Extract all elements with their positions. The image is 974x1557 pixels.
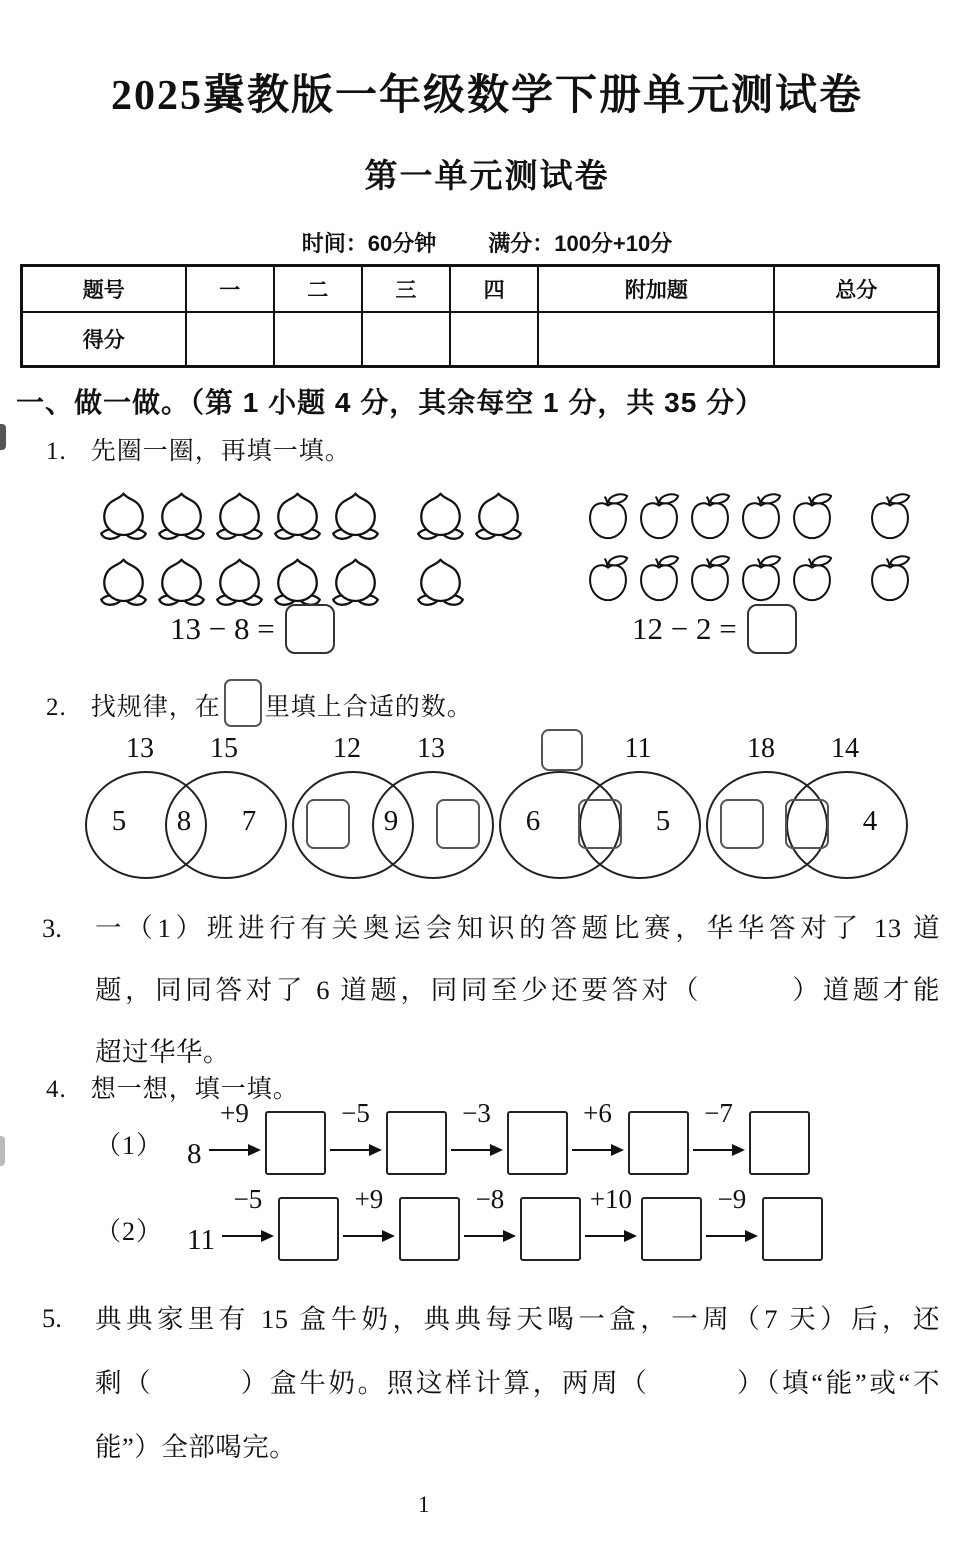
operation-label: −8	[475, 1184, 505, 1214]
answer-box	[747, 604, 797, 654]
answer-box	[628, 1111, 689, 1175]
question-4-text: 想一想，填一填。	[90, 1076, 299, 1103]
venn-sum-left: 18	[747, 733, 775, 764]
text-line: 超过华华。	[95, 1037, 230, 1067]
answer-box	[749, 1111, 810, 1175]
apple-icon	[634, 552, 684, 604]
number-chain	[95, 1184, 823, 1269]
answer-box	[224, 679, 262, 727]
venn-value: 9	[383, 805, 399, 837]
score-cell-empty	[450, 312, 538, 367]
venn-diagram	[499, 733, 699, 885]
q3-lines	[95, 897, 940, 1083]
venn-diagram	[706, 733, 906, 885]
chain-label: （2）	[95, 1216, 164, 1246]
question-2-text-after: 里填上合适的数。	[264, 694, 473, 721]
venn-value: 8	[176, 805, 192, 837]
scan-artifact	[0, 1136, 5, 1166]
peach-icon	[95, 488, 152, 543]
operation-label: −7	[704, 1098, 733, 1128]
operation-label: −5	[233, 1184, 263, 1214]
question-5	[42, 1287, 940, 1479]
question-4-number: 4.	[46, 1076, 67, 1103]
score-cell-empty	[774, 312, 938, 367]
equation-text: 13 − 8 =	[170, 611, 275, 646]
venn-value: 6	[525, 805, 541, 837]
answer-box	[436, 799, 480, 849]
venn-value: 5	[655, 805, 671, 837]
answer-box	[720, 799, 764, 849]
score-cell-empty	[274, 312, 362, 367]
operation-label: −9	[717, 1184, 747, 1214]
arrow-icon	[449, 1098, 505, 1173]
question-5-number: 5.	[42, 1303, 62, 1333]
venn-sum-right: 13	[417, 733, 445, 764]
arrow-icon	[328, 1098, 384, 1173]
score-table-header-cell: 总分	[774, 266, 938, 313]
peach-icon	[412, 554, 469, 609]
apple-icon	[736, 490, 786, 542]
score-cell-empty	[362, 312, 450, 367]
apple-icon	[634, 490, 684, 542]
score-table-score-row	[22, 312, 939, 367]
chain-label: （1）	[95, 1130, 164, 1160]
score-cell-empty	[186, 312, 274, 367]
unit-subtitle: 第一单元测试卷	[364, 157, 610, 194]
venn-diagram	[85, 733, 285, 885]
peach-icon	[153, 554, 210, 609]
peach-icon	[211, 554, 268, 609]
chain-start-number: 8	[187, 1137, 202, 1170]
score-table-header-cell: 三	[362, 266, 450, 313]
answer-box	[386, 1111, 447, 1175]
answer-box	[306, 799, 350, 849]
answer-box	[285, 604, 335, 654]
question-3	[42, 897, 940, 1083]
venn-value: 5	[111, 805, 127, 837]
apple-icon	[583, 490, 633, 542]
question-3-number: 3.	[42, 913, 62, 943]
equation-text: 12 − 2 =	[632, 611, 737, 646]
arrow-icon	[462, 1184, 518, 1259]
answer-box	[641, 1197, 702, 1261]
fruit-row	[583, 542, 916, 604]
answer-box	[399, 1197, 460, 1261]
question-1-text: 先圈一圈，再填一填。	[90, 438, 351, 465]
peach-icon	[327, 488, 384, 543]
peach-icon	[211, 488, 268, 543]
question-2-number: 2.	[46, 694, 67, 721]
score-table-header-cell: 题号	[22, 266, 186, 313]
apple-icon	[685, 552, 735, 604]
text-line: 剩（ ）盒牛奶。照这样计算，两周（ ）（填“能”或“不	[95, 1368, 940, 1398]
q5-lines	[95, 1287, 940, 1479]
question-2-title	[46, 679, 473, 727]
answer-box	[507, 1111, 568, 1175]
exam-info-line	[0, 227, 974, 258]
apple-icon	[736, 552, 786, 604]
answer-box	[578, 799, 622, 849]
arrow-icon	[704, 1184, 760, 1259]
apple-icon	[787, 552, 837, 604]
operation-label: +6	[583, 1098, 612, 1128]
chain-start-number: 11	[187, 1223, 215, 1256]
answer-box	[520, 1197, 581, 1261]
score-table-header-cell: 附加题	[538, 266, 774, 313]
apple-icon	[685, 490, 735, 542]
score-table-header-cell: 二	[274, 266, 362, 313]
venn-row	[85, 733, 906, 885]
peach-icon	[327, 554, 384, 609]
arrow-icon	[341, 1184, 397, 1259]
full-score-label: 满分：100分+10分	[488, 231, 673, 256]
answer-box	[278, 1197, 339, 1261]
score-table-header-row	[22, 266, 939, 313]
fruit-row	[95, 477, 528, 543]
score-table-header-cell: 四	[450, 266, 538, 313]
text-line: 题，同同答对了 6 道题，同同至少还要答对（ ）道题才能	[95, 975, 940, 1005]
venn-sum-left: 12	[333, 733, 361, 764]
peach-icon	[269, 554, 326, 609]
arrow-icon	[583, 1184, 639, 1259]
peach-icon	[412, 488, 469, 543]
arrow-icon	[570, 1098, 626, 1173]
answer-box	[265, 1111, 326, 1175]
venn-sum-right: 15	[210, 733, 238, 764]
arrow-icon	[220, 1184, 276, 1259]
text-line: 典典家里有 15 盒牛奶，典典每天喝一盒，一周（7 天）后，还	[95, 1304, 940, 1334]
scan-artifact	[0, 424, 6, 450]
arrow-icon	[207, 1098, 263, 1173]
apple-icon	[865, 490, 915, 542]
operation-label: +10	[589, 1184, 633, 1214]
fruit-row	[95, 543, 528, 609]
number-chain	[95, 1098, 810, 1183]
page-number: 1	[417, 1492, 430, 1517]
operation-label: −5	[341, 1098, 370, 1128]
answer-box	[541, 729, 583, 771]
section-1-heading: 一、做一做。（第 1 小题 4 分，其余每空 1 分，共 35 分）	[16, 387, 765, 418]
question-1-title	[46, 431, 351, 467]
page-title: 2025冀教版一年级数学下册单元测试卷	[110, 73, 863, 119]
apple-group	[583, 480, 916, 604]
text-line: 一（1）班进行有关奥运会知识的答题比赛，华华答对了 13 道	[95, 913, 940, 943]
peach-icon	[269, 488, 326, 543]
arrow-icon	[691, 1098, 747, 1173]
venn-diagram	[292, 733, 492, 885]
venn-value: 7	[241, 805, 257, 837]
peach-group	[95, 477, 528, 609]
fruit-row	[583, 480, 916, 542]
peach-icon	[95, 554, 152, 609]
score-table-header-cell: 一	[186, 266, 274, 313]
apple-icon	[583, 552, 633, 604]
venn-sum-right: 14	[831, 733, 859, 764]
equation-peaches	[170, 604, 335, 654]
operation-label: +9	[354, 1184, 384, 1214]
operation-label: −3	[462, 1098, 491, 1128]
apple-icon	[865, 552, 915, 604]
venn-sum-left: 13	[126, 733, 154, 764]
text-line: 能”）全部喝完。	[95, 1432, 297, 1462]
question-1-number: 1.	[46, 438, 67, 465]
time-label: 时间：60分钟	[301, 231, 437, 256]
peach-icon	[470, 488, 527, 543]
score-table-body	[22, 266, 939, 367]
operation-label: +9	[220, 1098, 249, 1128]
venn-value: 4	[862, 805, 878, 837]
score-row-label: 得分	[22, 312, 186, 367]
apple-icon	[787, 490, 837, 542]
score-cell-empty	[538, 312, 774, 367]
venn-sum-right: 11	[624, 733, 652, 764]
peach-icon	[153, 488, 210, 543]
answer-box	[762, 1197, 823, 1261]
equation-apples	[632, 604, 797, 654]
answer-box	[785, 799, 829, 849]
question-2-text-before: 找规律，在	[90, 694, 221, 721]
score-table	[20, 264, 940, 368]
